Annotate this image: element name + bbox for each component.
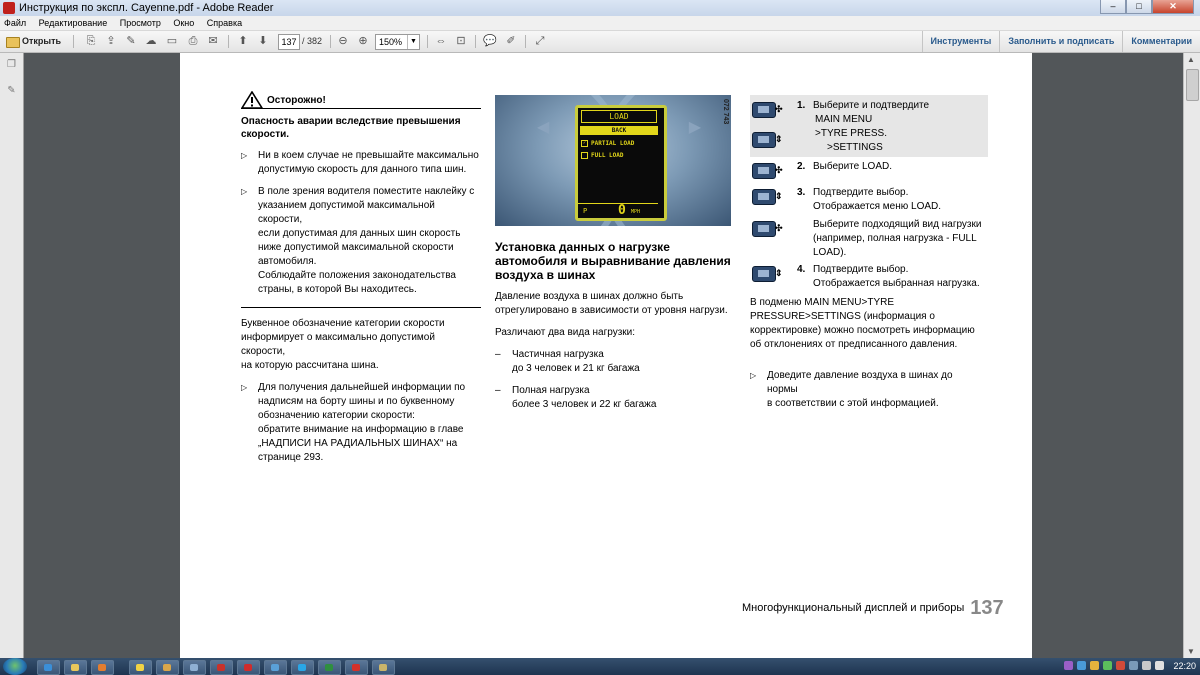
fill-sign-link[interactable]: Заполнить и подписать [999, 31, 1122, 52]
text-line: на которую рассчитана шина. [241, 360, 379, 371]
multifunction-display [575, 105, 667, 221]
window-title: Инструкция по экспл. Cayenne.pdf - Adobe Reader [19, 2, 274, 14]
heading-line: воздуха в шинах [495, 268, 596, 282]
pressure-bullet [750, 369, 984, 411]
arrow-left-icon: ◀ [537, 119, 550, 136]
toolbar-separator [427, 35, 428, 48]
warning-subtitle: Опасность аварии вследствие превышения скорости. [241, 116, 461, 140]
steering-button-icon: ✣ [750, 218, 784, 238]
comment-icon[interactable]: 💬 [483, 35, 497, 47]
info-bullet [241, 381, 481, 465]
navigation-pane [0, 53, 24, 658]
text-line: Подтвердите выбор. [813, 264, 909, 275]
steering-button-icon: ✣ [750, 160, 784, 180]
dash-marker: – [495, 385, 501, 396]
maximize-button[interactable]: □ [1126, 0, 1152, 14]
text-line: более 3 человек и 22 кг багажа [512, 399, 657, 410]
tray-icon[interactable] [1129, 661, 1138, 670]
load-item [495, 348, 731, 376]
volume-icon[interactable] [1155, 661, 1164, 670]
step-text [813, 263, 985, 291]
text-line: информирует о максимально допустимой скорости, [241, 332, 435, 357]
speed-value: 0 [618, 203, 626, 218]
section-heading [495, 240, 731, 282]
text-line: Отображается выбранная нагрузка. [813, 278, 980, 289]
divider [241, 307, 481, 308]
scrollbar-thumb[interactable] [1186, 69, 1199, 101]
submenu-paragraph [750, 296, 984, 352]
text-line: Выберите подходящий вид нагрузки [813, 219, 982, 230]
text-line: страны, в которой Вы находитесь. [258, 284, 417, 295]
footer-section-title: Многофункциональный дисплей и приборы [742, 602, 965, 614]
steering-button-icon: ✣ [750, 99, 784, 119]
cloud-upload-icon[interactable]: ☁ [145, 35, 157, 47]
bullet-marker-icon: ▷ [241, 187, 248, 196]
system-tray [1060, 661, 1164, 670]
option-label: FULL LOAD [591, 152, 624, 159]
warning-header [241, 90, 481, 109]
page-footer [742, 595, 1004, 621]
minimize-button[interactable]: – [1100, 0, 1126, 14]
text-line: Подтвердите выбор. [813, 187, 909, 198]
text-line: Давление воздуха в шинах должно быть [495, 291, 684, 302]
scroll-down-icon[interactable]: ▼ [1187, 647, 1195, 656]
attachments-icon[interactable]: ✎ [7, 85, 16, 96]
taskbar-app-opera[interactable] [237, 660, 260, 675]
text-line: Доведите давление воздуха в шинах до нормы [767, 370, 953, 395]
load-kinds-paragraph: Различают два вида нагрузки: [495, 327, 636, 338]
text-line: если допустимая для данных шин скорость [258, 228, 461, 239]
tray-icon[interactable] [1064, 661, 1073, 670]
zoom-in-icon[interactable]: ⊕ [358, 35, 368, 47]
text-line: корректировке) можно посмотреть информацию [750, 325, 975, 336]
taskbar-app-red[interactable] [210, 660, 233, 675]
page-thumbnails-icon[interactable]: ❐ [7, 59, 16, 70]
taskbar-app-excel[interactable] [318, 660, 341, 675]
steering-button-icon: ⇕ [750, 263, 784, 283]
display-option-partial [581, 140, 634, 147]
taskbar-app-media[interactable] [91, 660, 114, 675]
start-button[interactable] [3, 658, 27, 675]
menu-edit[interactable]: Редактирование [38, 18, 108, 28]
menu-file[interactable]: Файл [4, 18, 27, 28]
export-pdf-icon[interactable]: ⇪ [106, 35, 116, 47]
toolbar-separator [330, 35, 331, 48]
open-button[interactable] [4, 33, 61, 50]
text-line: указанием допустимой максимальной скорости, [258, 200, 435, 225]
speed-unit: MPH [631, 209, 641, 215]
step-number: 3. [797, 187, 806, 198]
right-panel-links [922, 31, 1200, 52]
column-middle [495, 95, 731, 412]
highlight-icon[interactable]: ✐ [506, 35, 516, 47]
text-line: Ни в коем случае не превышайте максимально [258, 150, 479, 161]
document-page [180, 53, 1032, 658]
text-line: странице 293. [258, 452, 324, 463]
text-line: Частичная нагрузка [512, 349, 604, 360]
toolbar-separator [475, 35, 476, 48]
menu-window[interactable]: Окно [173, 18, 195, 28]
taskbar-app-notes[interactable] [372, 660, 395, 675]
text-line: Соблюдайте положения законодательства [258, 270, 456, 281]
taskbar-app-browser[interactable] [156, 660, 179, 675]
steering-button-icon: ⇕ [750, 186, 784, 206]
edit-pdf-icon[interactable]: ✎ [126, 35, 136, 47]
display-back-item: BACK [580, 126, 658, 135]
text-line: MAIN MENU [815, 114, 873, 125]
steering-button-icon: ⇕ [750, 129, 784, 149]
print-icon[interactable]: ⎙ [188, 35, 198, 47]
text-line: (например, полная нагрузка - FULL [813, 233, 977, 244]
scroll-up-icon[interactable]: ▲ [1187, 55, 1195, 64]
heading-line: автомобиля и выравнивание давления [495, 254, 731, 268]
text-line: до 3 человек и 21 кг багажа [512, 363, 640, 374]
step-text [813, 186, 985, 214]
text-line: „НАДПИСИ НА РАДИАЛЬНЫХ ШИНАХ“ на [258, 438, 458, 449]
menu-bar [0, 16, 1200, 31]
bullet-marker-icon: ▷ [241, 151, 248, 160]
previous-page-icon[interactable]: ⬆ [238, 35, 248, 47]
heading-line: Установка данных о нагрузке [495, 240, 670, 254]
tray-icon[interactable] [1103, 661, 1112, 670]
text-line: обозначению категории скорости: [258, 410, 415, 421]
warning-triangle-icon [241, 91, 263, 109]
bullet-marker-icon: ▷ [241, 383, 248, 392]
menu-view[interactable]: Просмотр [119, 18, 161, 28]
warning-bullet [241, 149, 481, 177]
text-line: ниже допустимой максимальной скорости [258, 242, 454, 253]
taskbar-app-explorer[interactable] [64, 660, 87, 675]
text-line: Выберите и подтвердите [813, 100, 930, 111]
create-pdf-icon[interactable]: ⎘ [86, 35, 96, 47]
toolbar [0, 31, 1200, 53]
toolbar-separator [525, 35, 526, 48]
tray-icon[interactable] [1077, 661, 1086, 670]
clock[interactable]: 22:20 [1173, 661, 1196, 671]
bullet-marker-icon: ▷ [750, 371, 757, 380]
text-line: LOAD). [813, 247, 847, 258]
text-line: PRESSURE>SETTINGS (информация о [750, 311, 935, 322]
taskbar-app-chat[interactable] [129, 660, 152, 675]
warning-title: Осторожно! [267, 95, 326, 106]
text-line: обратите внимание на информацию в главе [258, 424, 464, 435]
step-text [813, 218, 985, 260]
text-line: отрегулировано в зависимости от уровня нагрузи. [495, 305, 728, 316]
next-page-icon[interactable]: ⬇ [258, 35, 268, 47]
window-title-bar [0, 0, 1200, 16]
open-label: Открыть [22, 36, 62, 46]
text-line: Отображается меню LOAD. [813, 201, 942, 212]
display-footer [578, 203, 658, 218]
text-line: Полная нагрузка [512, 385, 590, 396]
window-controls [1100, 0, 1194, 14]
step-text [813, 99, 985, 155]
taskbar-app-media2[interactable] [264, 660, 287, 675]
tray-icon[interactable] [1090, 661, 1099, 670]
text-line: В подменю MAIN MENU>TYRE [750, 297, 895, 308]
text-line: >SETTINGS [827, 142, 883, 153]
menu-help[interactable]: Справка [206, 18, 243, 28]
arrow-right-icon: ▶ [688, 119, 701, 136]
column-left [241, 90, 481, 465]
taskbar-app-skype[interactable] [291, 660, 314, 675]
gear-indicator: P [583, 207, 588, 215]
zoom-value: 150% [379, 37, 403, 47]
taskbar [0, 658, 1200, 675]
toolbar-separator [73, 35, 74, 48]
step-number: 4. [797, 264, 806, 275]
text-line: Выберите LOAD. [813, 161, 892, 172]
warning-bullet [241, 185, 481, 297]
text-line: надписям на борту шины и по буквенному [258, 396, 455, 407]
chevron-down-icon[interactable]: ▼ [407, 35, 419, 49]
instrument-display-image [495, 95, 731, 226]
step-number: 2. [797, 161, 806, 172]
page-number-input[interactable]: 137 [278, 34, 300, 50]
option-label: PARTIAL LOAD [591, 140, 635, 147]
text-line: автомобиля. [258, 256, 317, 267]
zoom-select[interactable] [375, 34, 420, 50]
zoom-out-icon[interactable]: ⊖ [338, 35, 348, 47]
tools-link[interactable]: Инструменты [922, 31, 1000, 52]
text-line: В поле зрения водителя поместите наклейку с [258, 186, 475, 197]
email-icon[interactable]: ✉ [208, 35, 218, 47]
display-header: LOAD [581, 110, 657, 123]
fit-page-icon[interactable]: ⊡ [456, 35, 466, 47]
full-screen-icon[interactable]: ⤢ [535, 35, 545, 47]
speed-category-paragraph [241, 317, 481, 373]
text-line: Для получения дальнейшей информации по [258, 382, 466, 393]
text-line: в соответствии с этой информацией. [767, 398, 939, 409]
fit-width-icon[interactable]: ⇔ [435, 35, 447, 47]
text-line: Буквенное обозначение категории скорости [241, 318, 445, 329]
intro-paragraph [495, 290, 731, 318]
folder-icon [6, 37, 20, 48]
comments-link[interactable]: Комментарии [1122, 31, 1200, 52]
tray-icon[interactable] [1142, 661, 1151, 670]
image-code: 072 743 [722, 99, 729, 125]
close-button[interactable]: ✕ [1152, 0, 1194, 14]
load-item [495, 384, 731, 412]
page-total: / 382 [302, 36, 323, 46]
footer-page-number: 137 [970, 597, 1004, 620]
text-line: допустимую скорость для данного типа шин. [258, 164, 467, 175]
adobe-reader-icon [3, 2, 15, 14]
taskbar-app-ie[interactable] [37, 660, 60, 675]
text-line: об отклонениях от предписанного давления. [750, 339, 958, 350]
checkbox-checked-icon: ✓ [582, 140, 586, 146]
tray-icon[interactable] [1116, 661, 1125, 670]
vertical-scrollbar[interactable] [1183, 53, 1200, 658]
toolbar-separator [228, 35, 229, 48]
step-text [813, 160, 985, 174]
taskbar-app-adobe-reader[interactable] [345, 660, 368, 675]
dash-marker: – [495, 349, 501, 360]
step-number: 1. [797, 100, 806, 111]
taskbar-app-window[interactable] [183, 660, 206, 675]
save-icon[interactable]: ▭ [166, 35, 178, 47]
text-line: >TYRE PRESS. [815, 128, 887, 139]
display-option-full [581, 152, 624, 159]
checkbox-empty-icon [581, 152, 588, 159]
